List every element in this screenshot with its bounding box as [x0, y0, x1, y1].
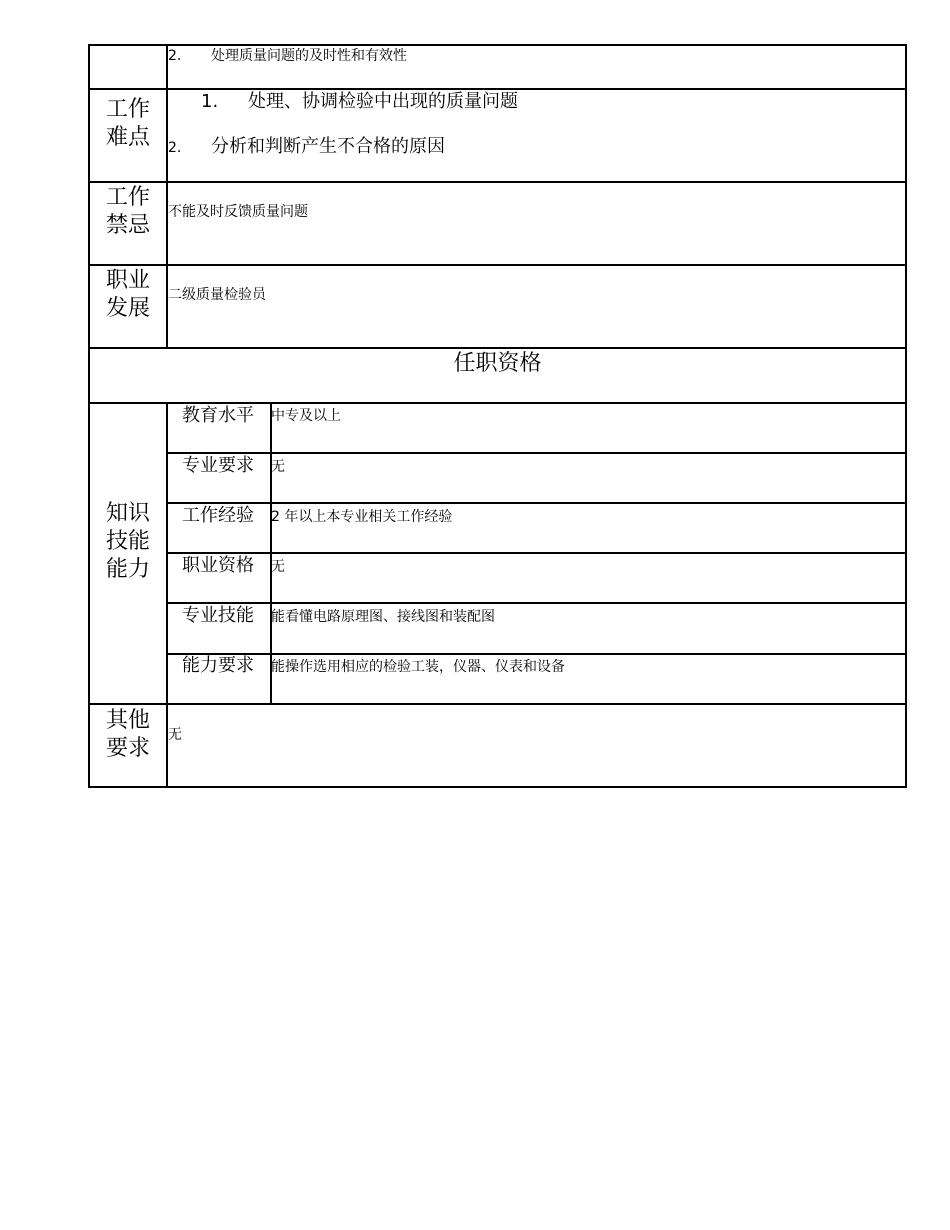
knowledge-label: 知识 技能 能力: [105, 501, 150, 582]
experience-value: 2 年以上本专业相关工作经验: [271, 509, 453, 525]
row-divider: [88, 181, 907, 183]
row-divider: [88, 347, 907, 349]
major-value: 无: [271, 459, 285, 475]
major-label: 专业要求: [182, 455, 254, 476]
subrow-divider: [166, 502, 907, 504]
experience-label: 工作经验: [182, 505, 254, 526]
row1-item-number: 2.: [168, 48, 182, 64]
career-text: 二级质量检验员: [168, 287, 266, 303]
other-text: 无: [168, 727, 182, 743]
certification-value: 无: [271, 559, 285, 575]
certification-label: 职业资格: [182, 555, 254, 576]
ability-label: 能力要求: [182, 655, 254, 676]
education-label: 教育水平: [182, 405, 254, 426]
skill-value: 能看懂电路原理图、接线图和装配图: [271, 609, 495, 625]
career-label: 职业 发展: [105, 268, 150, 321]
subrow-divider: [166, 653, 907, 655]
education-value: 中专及以上: [271, 408, 341, 424]
difficulty-label: 工作 难点: [105, 97, 150, 150]
taboo-text: 不能及时反馈质量问题: [168, 204, 308, 220]
row-divider: [88, 402, 907, 404]
subrow-divider: [166, 602, 907, 604]
row1-item-text: 处理质量问题的及时性和有效性: [211, 48, 407, 64]
ability-value: 能操作选用相应的检验工装，仪器、仪表和设备: [271, 659, 565, 675]
difficulty-item2-number: 2.: [168, 140, 182, 156]
difficulty-item2-text: 分析和判断产生不合格的原因: [211, 136, 445, 157]
difficulty-item1-number: 1.: [201, 91, 219, 112]
other-label: 其他 要求: [105, 708, 150, 761]
skill-label: 专业技能: [182, 605, 254, 626]
taboo-label: 工作 禁忌: [105, 185, 150, 238]
difficulty-item1-text: 处理、协调检验中出现的质量问题: [248, 91, 518, 112]
row-divider: [88, 703, 907, 705]
row-divider: [88, 88, 907, 90]
qualification-heading: 任职资格: [453, 351, 542, 376]
row-divider: [88, 264, 907, 266]
subrow-divider: [166, 552, 907, 554]
subrow-divider: [166, 452, 907, 454]
